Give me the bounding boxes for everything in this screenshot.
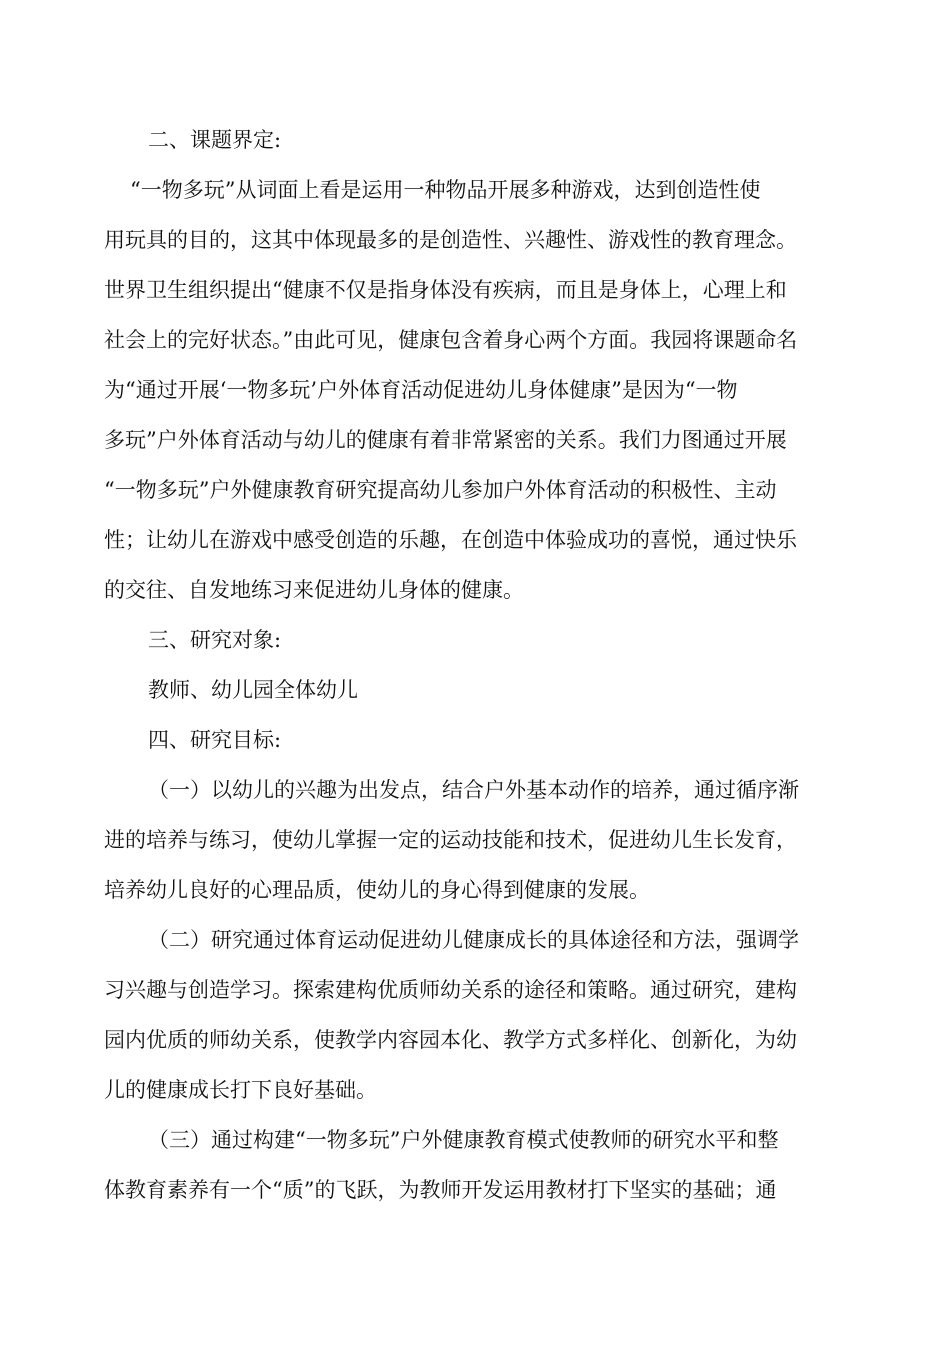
paragraph-line: （三）通过构建“一物多玩”户外健康教育模式使教师的研究水平和整 [148,1128,779,1152]
paragraph-line: 世界卫生组织提出“健康不仅是指身体没有疾病，而且是身体上，心理上和 [104,278,787,302]
paragraph-line: 习兴趣与创造学习。探索建构优质师幼关系的途径和策略。通过研究，建构 [104,978,797,1002]
paragraph-line: 进的培养与练习，使幼儿掌握一定的运动技能和技术，促进幼儿生长发育， [104,828,797,852]
paragraph-line: “一物多玩”从词面上看是运用一种物品开展多种游戏，达到创造性使 [130,178,761,202]
paragraph-line: 社会上的完好状态。”由此可见，健康包含着身心两个方面。我园将课题命名 [104,328,798,352]
paragraph-line: 培养幼儿良好的心理品质，使幼儿的身心得到健康的发展。 [104,878,650,902]
paragraph-line: 用玩具的目的，这其中体现最多的是创造性、兴趣性、游戏性的教育理念。 [104,228,797,252]
paragraph-line: 体教育素养有一个“质”的飞跃，为教师开发运用教材打下坚实的基础；通 [104,1178,777,1202]
paragraph-line: 教师、幼儿园全体幼儿 [148,678,358,702]
paragraph-line: 为“通过开展‘一物多玩’户外体育活动促进幼儿身体健康”是因为“一物 [104,378,738,402]
paragraph-line: （一）以幼儿的兴趣为出发点，结合户外基本动作的培养，通过循序渐 [148,778,799,802]
paragraph-line: 园内优质的师幼关系，使教学内容园本化、教学方式多样化、创新化，为幼 [104,1028,797,1052]
paragraph-line: “一物多玩”户外健康教育研究提高幼儿参加户外体育活动的积极性、主动 [104,478,777,502]
paragraph-line: 的交往、自发地练习来促进幼儿身体的健康。 [104,578,524,602]
paragraph-line: 性；让幼儿在游戏中感受创造的乐趣，在创造中体验成功的喜悦，通过快乐 [104,528,797,552]
paragraph-line: 儿的健康成长打下良好基础。 [104,1078,377,1102]
paragraph-line: 多玩”户外体育活动与幼儿的健康有着非常紧密的关系。我们力图通过开展 [104,428,787,452]
heading-research-subjects: 三、研究对象: [148,628,282,652]
heading-research-goals: 四、研究目标: [148,728,282,752]
paragraph-line: （二）研究通过体育运动促进幼儿健康成长的具体途径和方法，强调学 [148,928,799,952]
heading-topic-definition: 二、课题界定: [148,128,282,152]
